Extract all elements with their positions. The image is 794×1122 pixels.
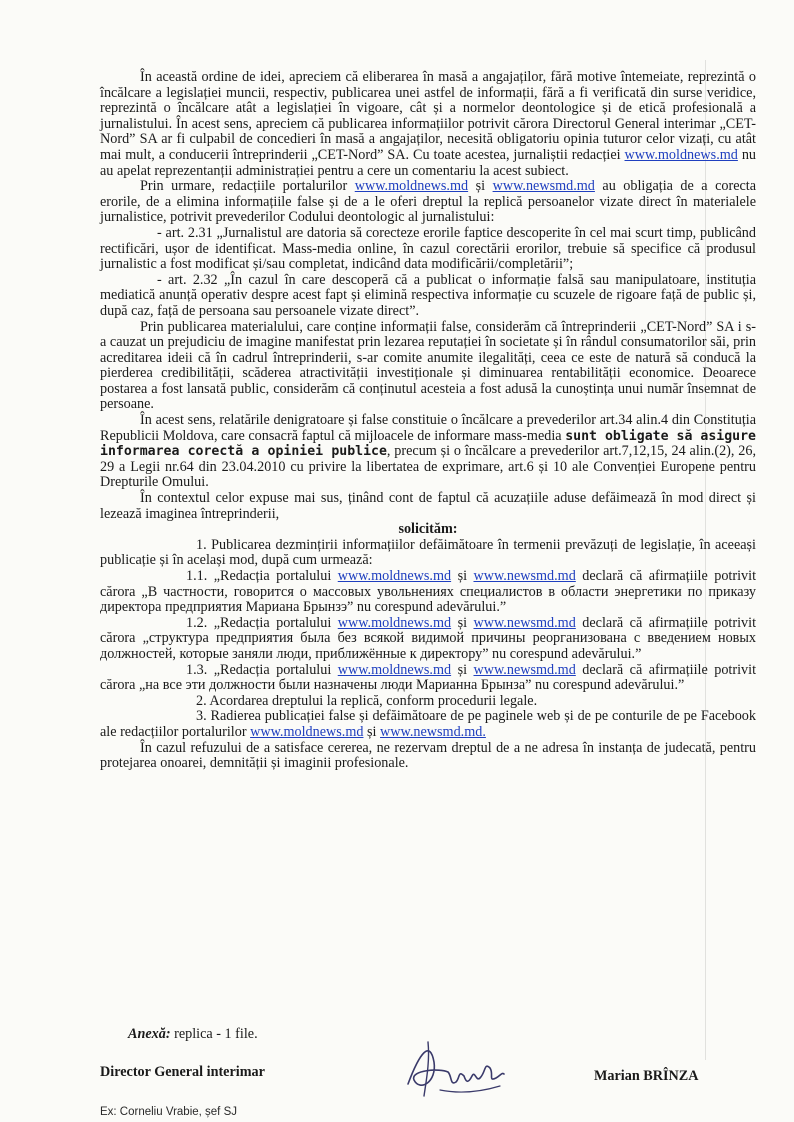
- paragraph-2: Prin urmare, redacțiile portalurilor www.moldnews.md și www.newsmd.md au obligația de a corecta erorile, de a elimina informațiile false și de a le oferi dreptul la replică persoanelor vizate direct în materialele jurnalistice, potrivit prevederilor Codului deontologic al jurnalistului:: [100, 178, 757, 226]
- link-moldnews[interactable]: www.moldnews.md: [624, 146, 738, 163]
- document-body: [100, 70, 756, 772]
- solicitam-heading: solicităm:: [398, 521, 458, 538]
- request-item-1-1: 1.1. „Redacția portalului www.moldnews.md și www.newsmd.md declară că afirmațiile potrivit cărora „В частности, говорится о массовых увольнениях специалистов в области энергетики по приказу директора предприятия Мариана Брынзэ” nu corespund adevărului.”: [100, 568, 757, 616]
- paragraph-4: În acest sens, relatările denigratoare și false constituie o încălcare a prevederilor art.34 alin.4 din Constituția Republicii Moldova, care consacră faptul că mijloacele de informare mass-media sunt obligate să asigure informarea corectă a opiniei publice, precum și o încălcare a prevederilor art.7,12,15, 24 alin.(2), 26, 29 a Legii nr.64 din 23.04.2010 cu privire la libertatea de exprimare, art.6 și 10 ale Convenției Europene pentru Drepturile Omului.: [100, 412, 757, 491]
- link-moldnews[interactable]: www.moldnews.md: [337, 661, 452, 678]
- handwritten-signature: [400, 1032, 510, 1102]
- request-item-1: 1. Publicarea dezmințirii informațiilor defăimătoare în termenii prevăzuți de legislație, în aceeași publicație și în același mod, după cum urmează:: [100, 536, 756, 569]
- link-newsmd[interactable]: www.newsmd.md.: [380, 723, 486, 740]
- link-moldnews[interactable]: www.moldnews.md: [250, 723, 364, 740]
- request-item-2: 2. Acordarea dreptului la replică, conform procedurii legale.: [196, 692, 538, 709]
- signatory-name: Marian BRÎNZA: [594, 1068, 699, 1084]
- executor-note: Ex: Corneliu Vrabie, șef SJ: [100, 1106, 237, 1118]
- annex-note: Anexă: replica - 1 file.: [128, 1026, 258, 1042]
- paragraph-3: Prin publicarea materialului, care conține informații false, considerăm că întreprinderii „CET-Nord” SA i s-a cauzat un prejudiciu de imagine manifestat prin lezarea reputației în societate și în rândul consumatorilor săi, prin acreditarea ideii că în cadrul întreprinderii, s-ar comite anumite ilegalități, ceea ce este de natură să conducă la pierderea credibilității, scăderea atractivității investiționale și diminuarea rentabilității economice. Deoarece postarea a fost lansată public, considerăm că conținutul acesteia a fost adusă la cunoștința unui număr însemnat de persoane.: [100, 318, 756, 413]
- link-newsmd[interactable]: www.newsmd.md: [473, 614, 576, 631]
- closing-paragraph: În cazul refuzului de a satisface cererea, ne rezervam dreptul de a ne adresa în instanța de judecată, pentru protejarea onoarei, demnității și imaginii profesionale.: [100, 739, 756, 772]
- link-moldnews[interactable]: www.moldnews.md: [354, 178, 469, 195]
- paragraph-5: În contextul celor expuse mai sus, ținând cont de faptul că acuzațiile aduse defăimează în mod direct și lezează imaginea întreprinderii,: [100, 490, 756, 522]
- link-moldnews[interactable]: www.moldnews.md: [337, 568, 452, 584]
- link-newsmd[interactable]: www.newsmd.md: [492, 178, 595, 195]
- article-2-31: - art. 2.31 „Jurnalistul are datoria să corecteze erorile faptice descoperite în cel mai scurt timp, publicând rectificări, ușor de identificat. Mass-media online, în cazul corectării erorilor, trebuie să specifice că produsul jurnalistic a fost modificat și/sau completat, indicând data modificării/completării”;: [100, 224, 756, 273]
- link-newsmd[interactable]: www.newsmd.md: [473, 568, 576, 584]
- annex-label: Anexă:: [128, 1026, 171, 1042]
- signatory-title: Director General interimar: [100, 1064, 265, 1080]
- request-item-1-2: 1.2. „Redacția portalului www.moldnews.md și www.newsmd.md declară că afirmațiile potrivit cărora „структура предприятия была без всякой видимой причины реорганизована с введением новых должностей, которые заняли люди, приближённые к директору” nu corespund adevărului.”: [100, 614, 757, 662]
- request-item-3: 3. Radierea publicației false și defăimătoare de pe paginele web și de pe conturile de pe Facebook ale redacțiilor portalurilor www.moldnews.md și www.newsmd.md.: [100, 708, 756, 740]
- emphasis-text: sunt obligate să asigure informarea corectă a opiniei publice: [100, 428, 756, 460]
- link-newsmd[interactable]: www.newsmd.md: [473, 661, 576, 678]
- article-2-32: - art. 2.32 „În cazul în care descoperă că a publicat o informație falsă sau manipulatoare, instituția mediatică anunță operativ despre acest fapt și elimină respectiva informație cu scuzele de rigoare față de public și, după caz, față de persoana sau persoanele vizate direct”.: [100, 271, 756, 319]
- request-item-1-3: 1.3. „Redacția portalului www.moldnews.md și www.newsmd.md declară că afirmațiile potrivit cărora „на все эти должности были назначены люди Марианна Брынза” nu corespund adevărului.”: [100, 661, 757, 694]
- paragraph-1: În această ordine de idei, apreciem că eliberarea în masă a angajaților, fără motive întemeiate, reprezintă o încălcare a legislației muncii, respectiv, publicarea unei astfel de informații, fără a fi verificată din surse veridice, reprezintă o încălcare atât a legislației în vigoare, cât și a normelor deontologice și de etică profesională a jurnalistului. În acest sens, apreciem că publicarea informațiilor potrivit cărora Directorul General interimar „CET-Nord” SA ar fi culpabil de concedieri în masă a angajaților, necesită obligatoriu opinia tuturor celor vizați, cu atât mai mult, a conducerii întreprinderii „CET-Nord” SA. Cu toate acestea, jurnaliștii redacției www.moldnews.md nu au apelat reprezentanții administrației pentru a cere un comentariu la acest subiect.: [100, 69, 757, 179]
- link-moldnews[interactable]: www.moldnews.md: [337, 614, 452, 631]
